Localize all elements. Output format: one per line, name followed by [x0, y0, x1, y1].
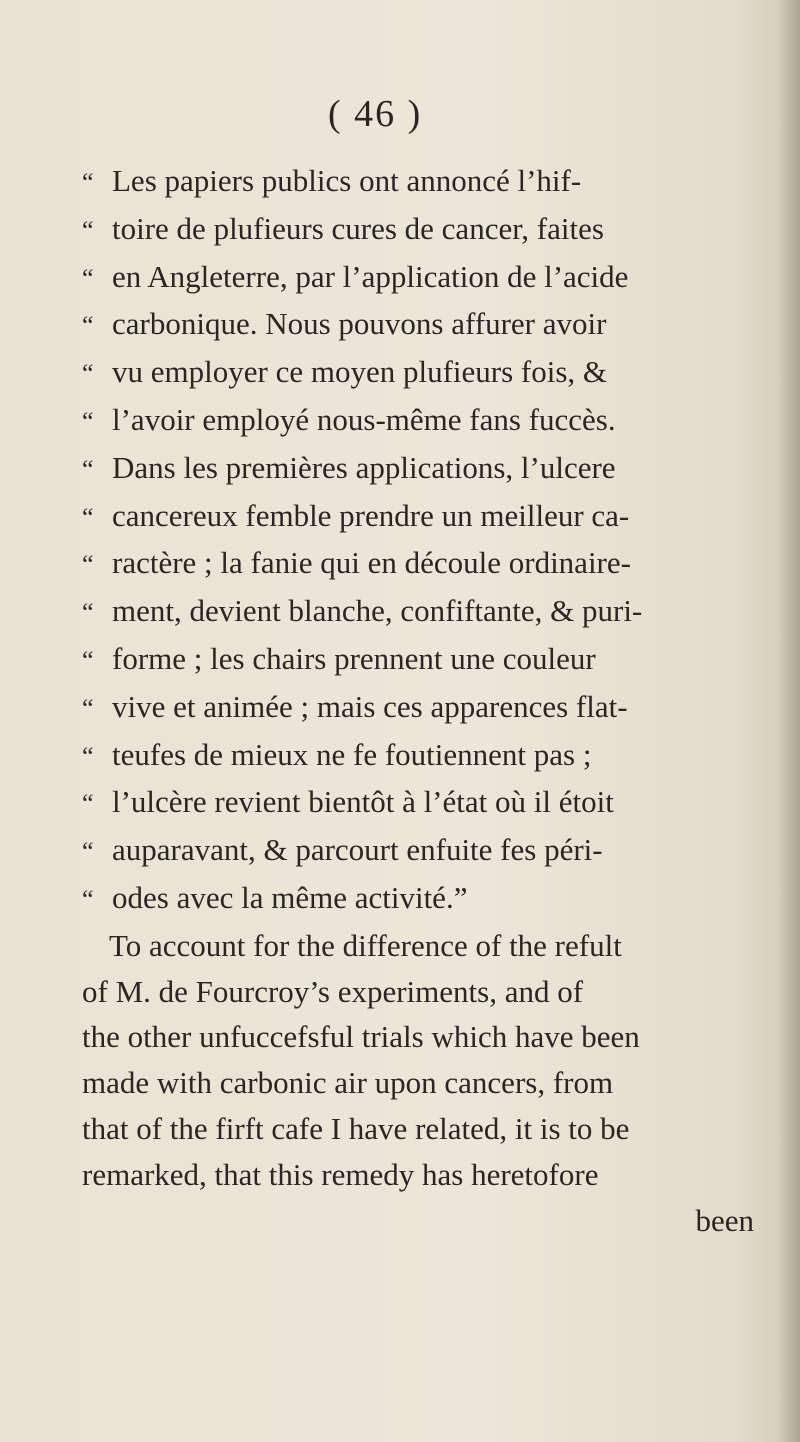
quoted-line [82, 636, 762, 684]
quoted-line [82, 827, 762, 875]
quote-mark: “ [82, 550, 94, 580]
quote-mark: “ [82, 311, 94, 341]
quoted-line [82, 684, 762, 732]
quoted-line-text: carbonique. Nous pouvons affurer avoir [112, 306, 607, 342]
quote-mark: “ [82, 168, 94, 197]
quote-mark: “ [82, 598, 94, 628]
quoted-line [82, 301, 762, 349]
page-edge-shadow [778, 0, 800, 1442]
quoted-line [82, 540, 762, 588]
quoted-line-text: vu employer ce moyen plufieurs fois, & [112, 354, 608, 390]
text-block [82, 158, 762, 1243]
quoted-line [82, 206, 762, 254]
quoted-line [82, 349, 762, 397]
page-number: ( 46 ) [328, 93, 423, 135]
quote-mark: “ [82, 359, 94, 389]
quoted-line [82, 779, 762, 827]
quoted-line [82, 875, 762, 923]
english-line: that of the firft cafe I have related, it is to be [82, 1110, 630, 1146]
quote-mark: “ [82, 215, 94, 245]
quoted-line-text: odes avec la même activité.” [112, 879, 468, 915]
english-line: To account for the difference of the refult [109, 927, 622, 963]
quoted-line-text: cancereux femble prendre un meilleur ca- [112, 497, 630, 533]
quoted-line-text: toire de plufieurs cures de cancer, faites [112, 210, 604, 246]
quoted-line [82, 732, 762, 780]
quoted-line [82, 397, 762, 445]
quote-mark: “ [82, 263, 94, 293]
quote-mark: “ [82, 837, 94, 867]
quoted-line-text: ractère ; la fanie qui en découle ordinaire- [112, 545, 631, 581]
quoted-line-text: en Angleterre, par l’application de l’acide [112, 258, 629, 294]
quoted-line [82, 493, 762, 541]
english-line: of M. de Fourcroy’s experiments, and of [82, 973, 584, 1009]
quoted-line-text: Dans les premières applications, l’ulcere [112, 449, 616, 485]
english-line: remarked, that this remedy has heretofore [82, 1156, 599, 1192]
english-passage [82, 923, 762, 1198]
english-line: made with carbonic air upon cancers, from [82, 1065, 614, 1101]
quoted-line-text: ment, devient blanche, confiftante, & puri- [112, 593, 643, 629]
quote-mark: “ [82, 454, 94, 484]
quote-mark: “ [82, 789, 94, 819]
quoted-line-text: Les papiers publics ont annoncé l’hif- [112, 163, 582, 198]
quote-mark: “ [82, 645, 94, 675]
quote-mark: “ [82, 741, 94, 771]
quoted-line-text: forme ; les chairs prennent une couleur [112, 640, 596, 676]
quoted-line [82, 158, 762, 206]
quoted-line-text: l’avoir employé nous-même fans fuccès. [112, 401, 616, 437]
quote-mark: “ [82, 884, 94, 914]
quoted-line-text: teufes de mieux ne fe foutiennent pas ; [112, 736, 592, 772]
quoted-line-text: auparavant, & parcourt enfuite fes péri- [112, 832, 603, 868]
quoted-line [82, 445, 762, 493]
quote-mark: “ [82, 693, 94, 723]
quoted-passage [82, 158, 762, 923]
quote-mark: “ [82, 406, 94, 436]
catchword: been [695, 1202, 754, 1238]
quoted-line-text: vive et animée ; mais ces apparences flat- [112, 688, 628, 724]
quoted-line-text: l’ulcère revient bientôt à l’état où il étoit [112, 784, 614, 820]
english-line: the other unfuccefsful trials which have been [82, 1019, 640, 1055]
quoted-line [82, 254, 762, 302]
quote-mark: “ [82, 502, 94, 532]
quoted-line [82, 588, 762, 636]
